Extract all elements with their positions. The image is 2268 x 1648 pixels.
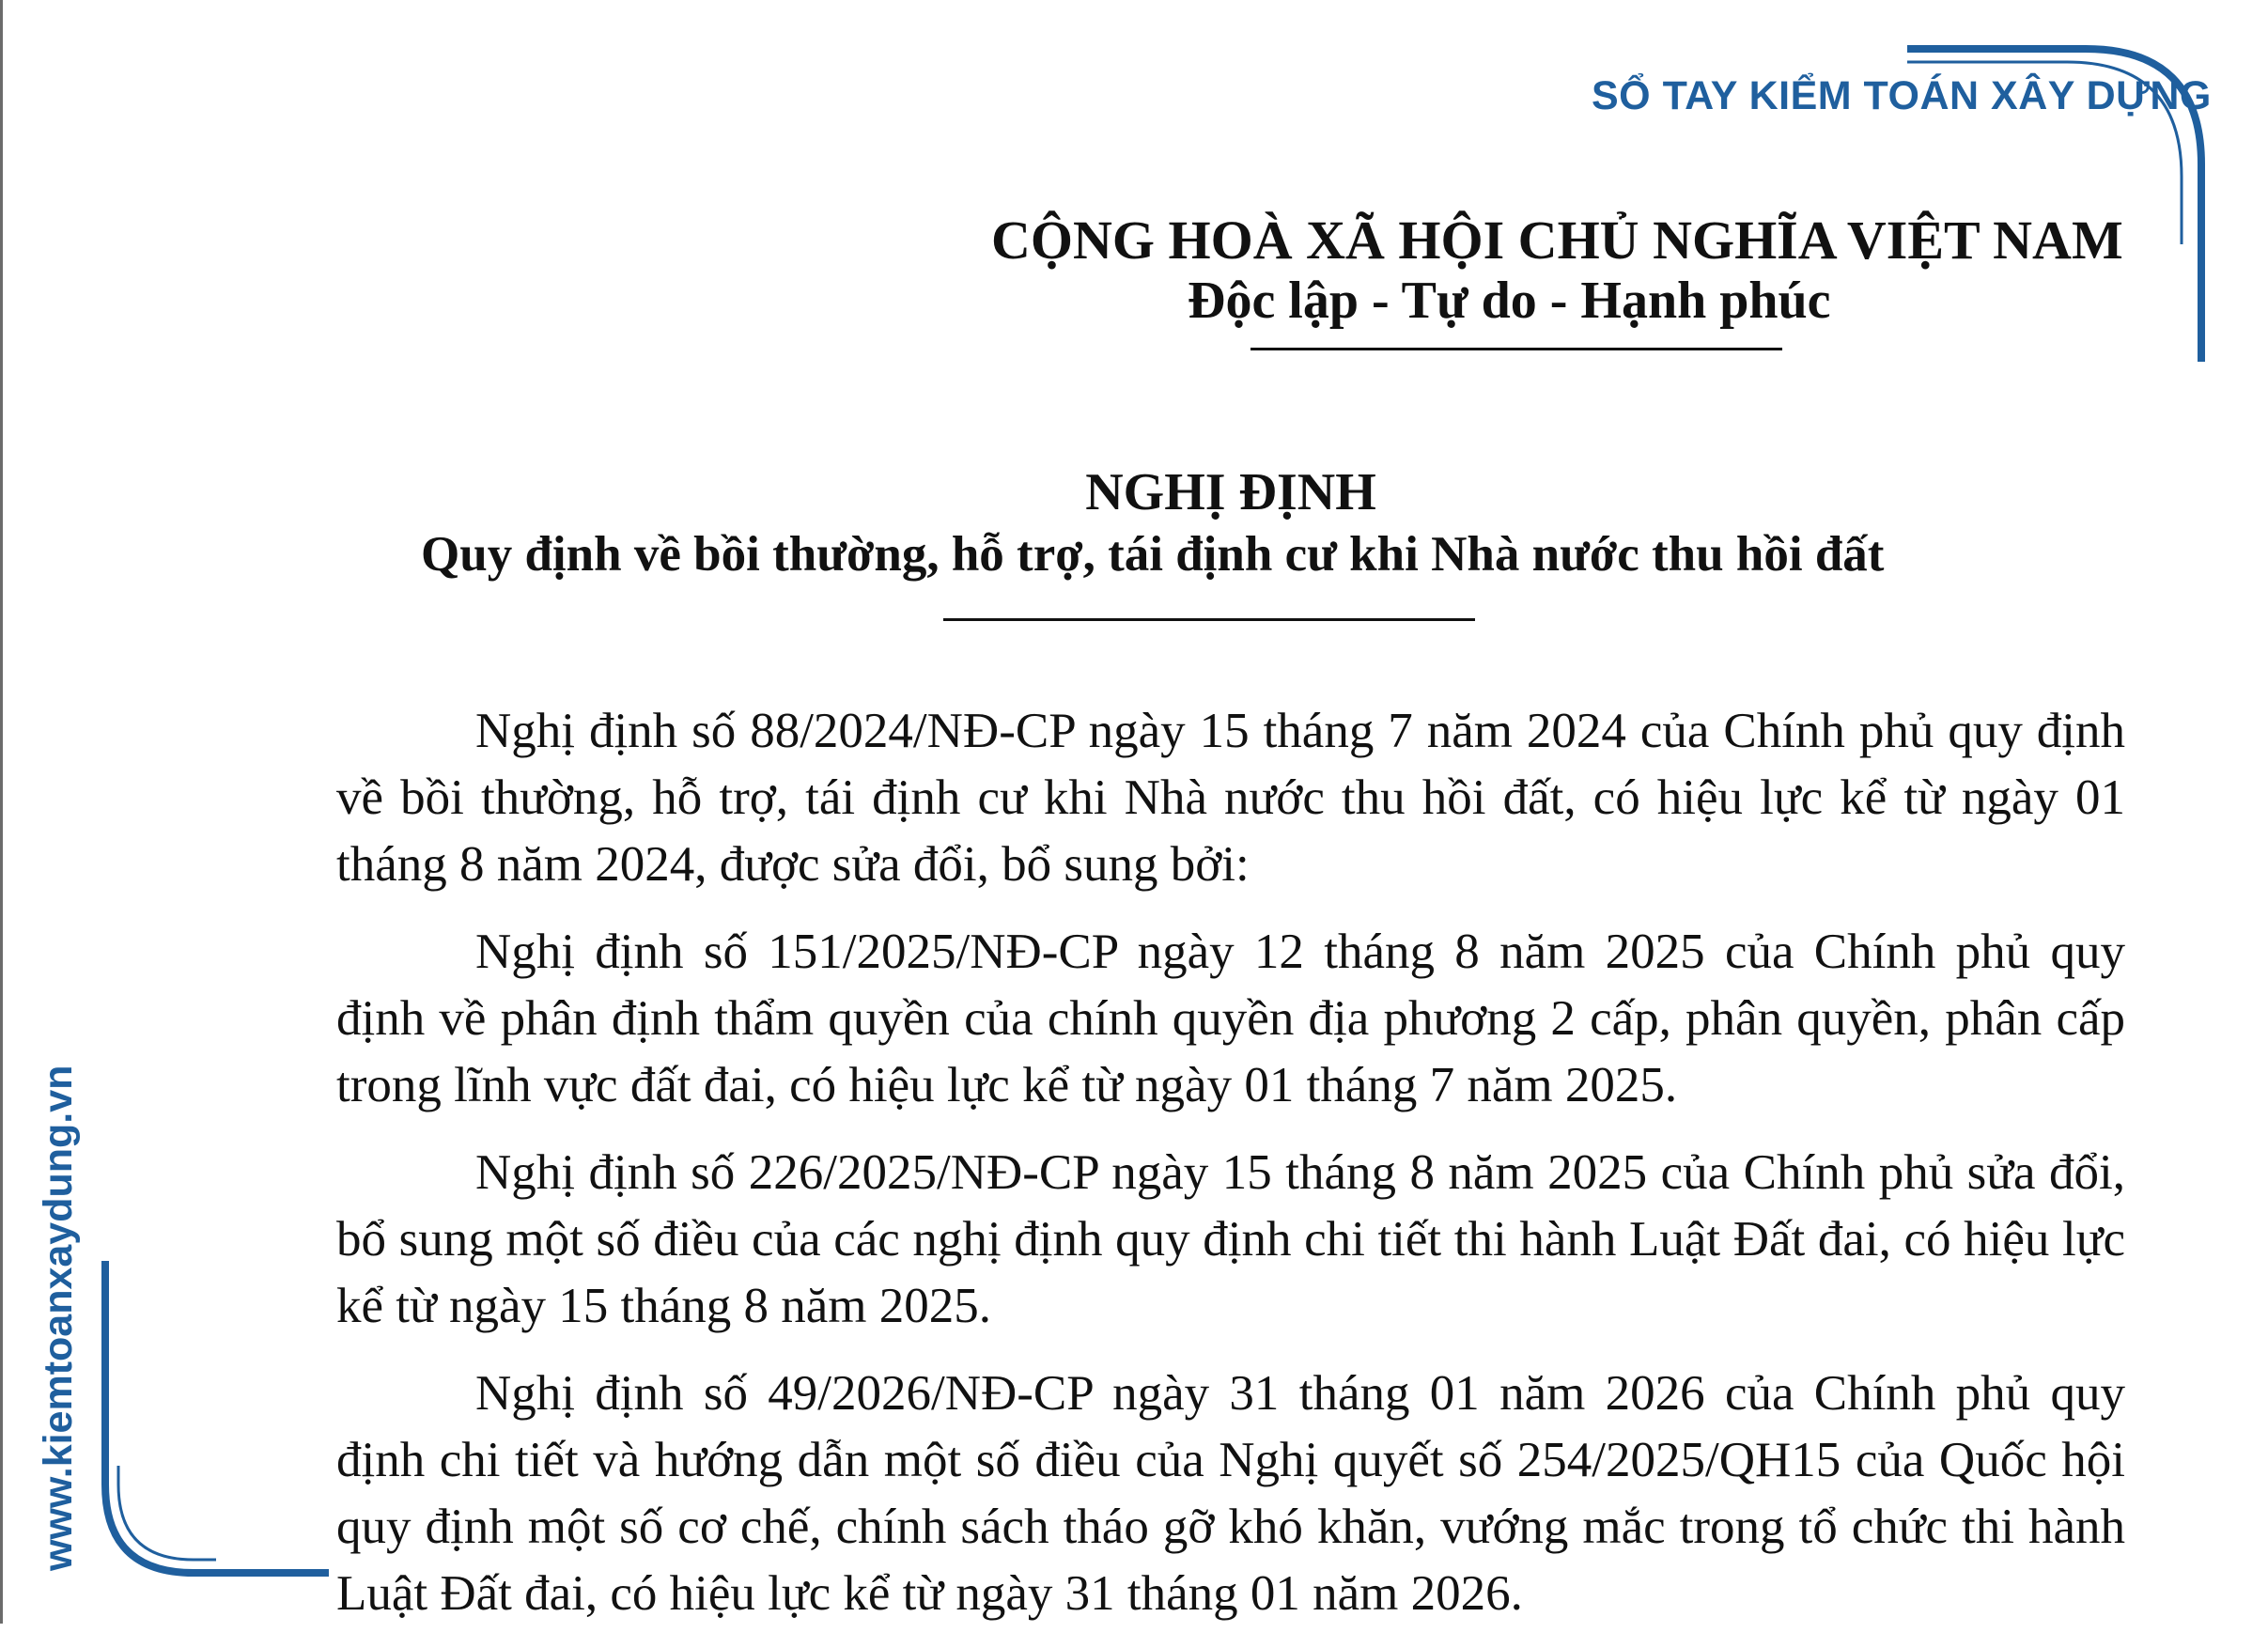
motto-underline (1251, 348, 1782, 350)
brand-website-text: www.kiemtoanxaydung.vn (36, 1065, 81, 1571)
body-paragraph: Nghị định số 49/2026/NĐ-CP ngày 31 tháng 01 năm 2026 của Chính phủ quy định chi tiết và hướng dẫn một số điều của Nghị quyết số 254/2025/QH15 của Quốc hội quy định một số cơ chế, chính sách tháo gỡ khó khăn, vướng mắc trong tổ chức thi hành Luật Đất đai, có hiệu lực kể từ ngày 31 tháng 01 năm 2026. (336, 1366, 2125, 1621)
brand-banner-text: SỔ TAY KIỂM TOÁN XÂY DỰNG (1592, 73, 2212, 118)
document-body (336, 698, 2125, 1648)
national-title: CỘNG HOÀ XÃ HỘI CHỦ NGHĨA VIỆT NAM (991, 210, 2123, 271)
body-paragraph: Nghị định số 151/2025/NĐ-CP ngày 12 tháng 8 năm 2025 của Chính phủ quy định về phân định thẩm quyền của chính quyền địa phương 2 cấp, phân quyền, phân cấp trong lĩnh vực đất đai, có hiệu lực kể từ ngày 01 tháng 7 năm 2025. (336, 925, 2125, 1112)
national-motto: Độc lập - Tự do - Hạnh phúc (1188, 272, 1831, 330)
document-title: Quy định về bồi thường, hỗ trợ, tái định cư khi Nhà nước thu hồi đất (421, 527, 1885, 582)
document-type-label: NGHỊ ĐỊNH (1085, 463, 1376, 521)
body-paragraph: Nghị định số 88/2024/NĐ-CP ngày 15 tháng 7 năm 2024 của Chính phủ quy định về bồi thường, hỗ trợ, tái định cư khi Nhà nước thu hồi đất, có hiệu lực kể từ ngày 01 tháng 8 năm 2024, được sửa đổi, bổ sung bởi: (336, 704, 2125, 892)
page-edge (0, 0, 3, 1624)
title-underline (943, 618, 1475, 621)
body-paragraph: Nghị định số 226/2025/NĐ-CP ngày 15 tháng 8 năm 2025 của Chính phủ sửa đổi, bổ sung một số điều của các nghị định quy định chi tiết thi hành Luật Đất đai, có hiệu lực kể từ ngày 15 tháng 8 năm 2025. (336, 1145, 2125, 1333)
